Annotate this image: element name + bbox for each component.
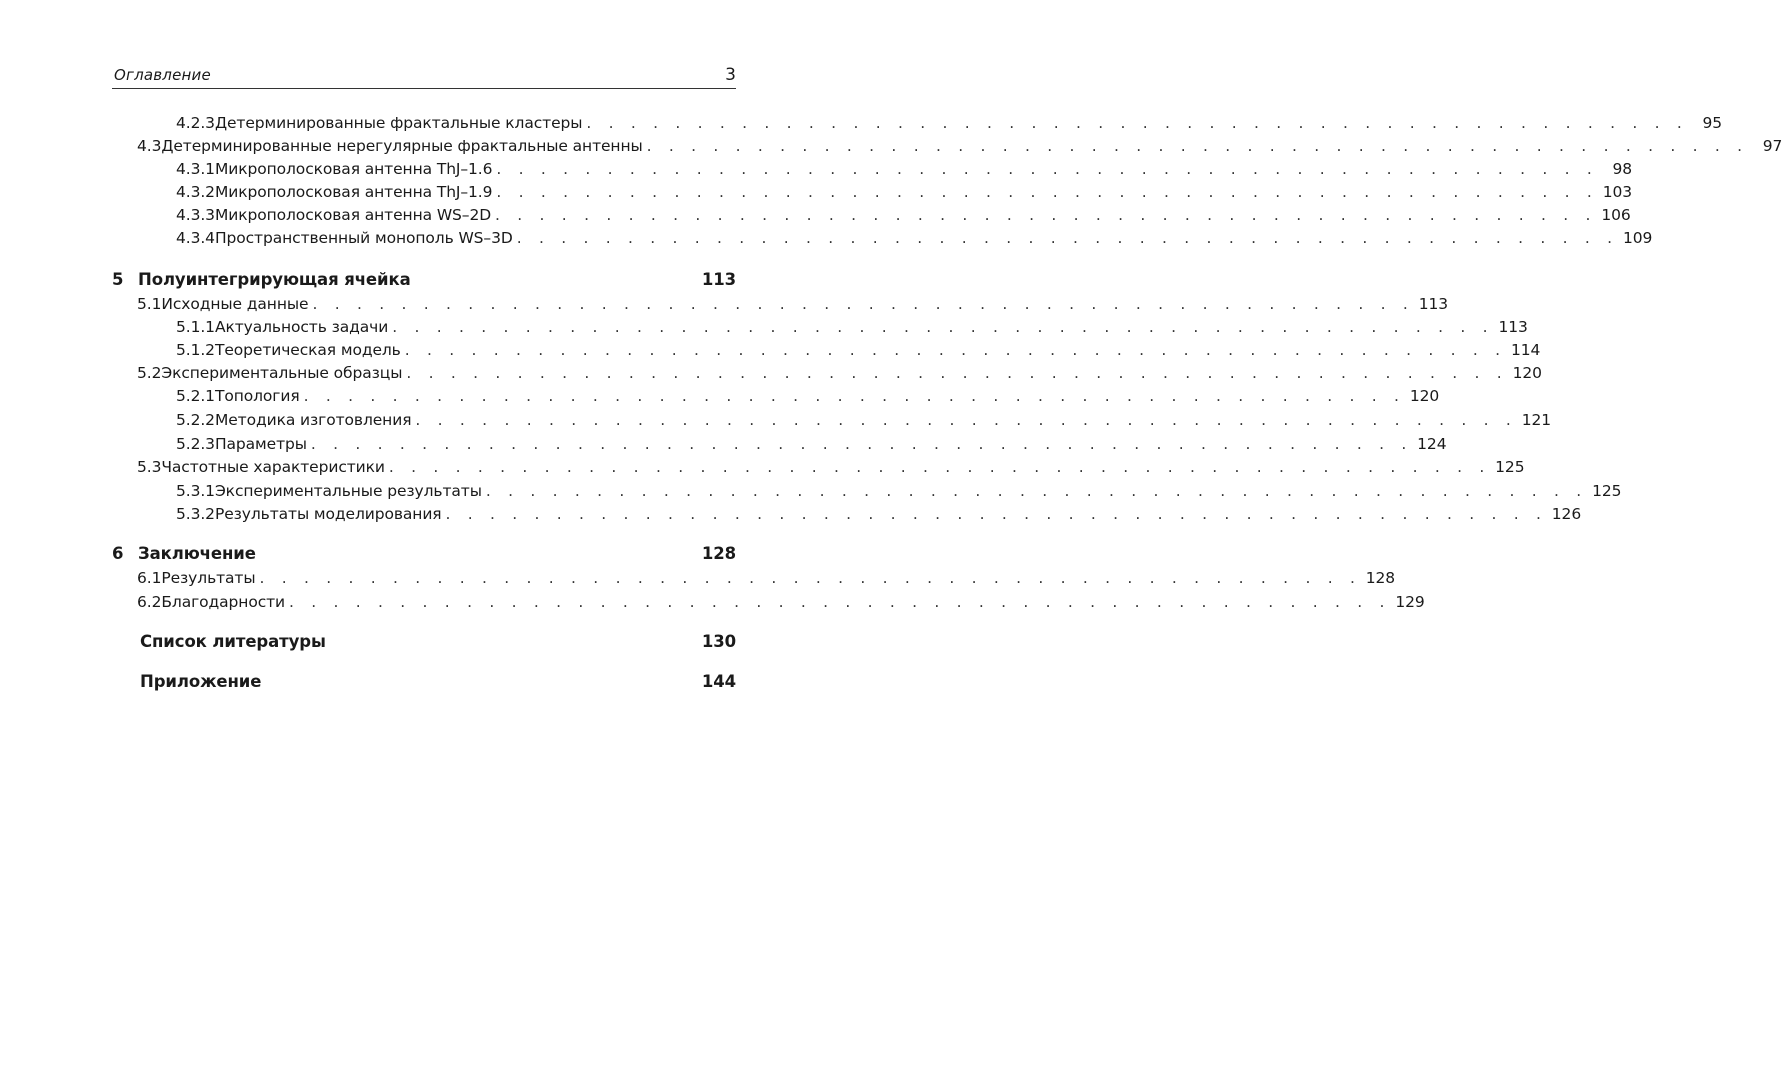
- toc-entry[interactable]: [176, 160, 1632, 182]
- toc-entry-title: Микрополосковая антенна ThJ–1.9: [214, 183, 493, 201]
- toc-entry[interactable]: [176, 341, 1541, 363]
- toc-entry[interactable]: [137, 137, 1782, 159]
- toc-entry-page: 106: [1601, 206, 1631, 224]
- toc-entry-number: 6.1: [137, 569, 162, 587]
- toc-entry-title: Методика изготовления: [214, 411, 412, 429]
- toc-leader-dots: . . . . . . . . . . . . . . . . . . . . . . . . . . . . . . . . . . . . . . . . . . . . . . . . . .: [485, 482, 1588, 500]
- toc-bibliography[interactable]: [140, 632, 736, 654]
- toc-entry-title: Теоретическая модель: [214, 341, 401, 359]
- toc-leader-dots: . . . . . . . . . . . . . . . . . . . . . . . . . . . . . . . . . . . . . . . . . . . . . . . . . .: [392, 318, 1494, 336]
- toc-entry[interactable]: [176, 206, 1631, 228]
- toc-entry-number: 5.3.2: [176, 505, 215, 523]
- toc-entry-page: 97: [1762, 137, 1782, 155]
- toc-entry-title: Топология: [214, 387, 300, 405]
- toc-entry[interactable]: [176, 183, 1632, 205]
- toc-entry-title: Детерминированные фрактальные кластеры: [214, 114, 583, 132]
- toc-entry-number: 6.2: [137, 593, 162, 611]
- toc-chapter[interactable]: [112, 270, 736, 292]
- toc-entry-title: Благодарности: [161, 593, 286, 611]
- toc-entry-page: 126: [1551, 505, 1582, 523]
- toc-entry[interactable]: [176, 318, 1528, 340]
- toc-entry-title: Актуальность задачи: [214, 318, 389, 336]
- toc-entry-page: 103: [1602, 183, 1632, 201]
- toc-entry-number: 5.3.1: [176, 482, 215, 500]
- toc-leader-dots: . . . . . . . . . . . . . . . . . . . . . . . . . . . . . . . . . . . . . . . . . . . . . . . . . .: [516, 229, 1619, 247]
- toc-entry-title: Результаты моделирования: [214, 505, 442, 523]
- header-page-number: 3: [725, 65, 736, 85]
- toc-leader-dots: . . . . . . . . . . . . . . . . . . . . . . . . . . . . . . . . . . . . . . . . . . . . . . . . . .: [312, 295, 1415, 313]
- toc-entry-number: 4.3.2: [176, 183, 215, 201]
- toc-entry[interactable]: [176, 229, 1653, 251]
- toc-bibliography-title: Список литературы: [140, 632, 326, 651]
- toc-entry-page: 121: [1521, 411, 1551, 429]
- toc-leader-dots: . . . . . . . . . . . . . . . . . . . . . . . . . . . . . . . . . . . . . . . . . . . . . . . . . .: [388, 458, 1491, 476]
- toc-entry-number: 4.2.3: [176, 114, 215, 132]
- toc-chapter-title: Заключение: [138, 544, 256, 563]
- toc-bibliography-page: 130: [701, 632, 736, 651]
- toc-entry-number: 5.2.1: [176, 387, 215, 405]
- toc-entry-title: Параметры: [214, 435, 307, 453]
- toc-appendix-page: 144: [701, 672, 736, 691]
- toc-entry-number: 4.3.1: [176, 160, 215, 178]
- toc-entry[interactable]: [176, 435, 1447, 457]
- toc-entry-page: 124: [1417, 435, 1447, 453]
- toc-entry-title: Микрополосковая антенна ThJ–1.6: [214, 160, 493, 178]
- toc-chapter-title: Полуинтегрирующая ячейка: [138, 270, 411, 289]
- toc-entry-title: Микрополосковая антенна WS–2D: [214, 206, 492, 224]
- toc-entry-number: 4.3.4: [176, 229, 215, 247]
- toc-appendix[interactable]: [140, 672, 736, 694]
- toc-entry-page: 113: [1498, 318, 1528, 336]
- toc-entry[interactable]: [176, 411, 1551, 433]
- toc-entry[interactable]: [137, 364, 1542, 386]
- toc-entry-page: 95: [1702, 114, 1722, 132]
- toc-leader-dots: . . . . . . . . . . . . . . . . . . . . . . . . . . . . . . . . . . . . . . . . . . . . . . . . . .: [406, 364, 1508, 382]
- toc-entry[interactable]: [176, 387, 1440, 409]
- toc-leader-dots: . . . . . . . . . . . . . . . . . . . . . . . . . . . . . . . . . . . . . . . . . . . . . . . . . .: [586, 114, 1688, 132]
- toc-leader-dots: . . . . . . . . . . . . . . . . . . . . . . . . . . . . . . . . . . . . . . . . . . . . . . . . . .: [310, 435, 1413, 453]
- toc-leader-dots: . . . . . . . . . . . . . . . . . . . . . . . . . . . . . . . . . . . . . . . . . . . . . . . . . .: [415, 411, 1517, 429]
- toc-entry[interactable]: [137, 569, 1396, 591]
- toc-leader-dots: . . . . . . . . . . . . . . . . . . . . . . . . . . . . . . . . . . . . . . . . . . . . . . . . . .: [289, 593, 1391, 611]
- toc-entry-page: 129: [1395, 593, 1425, 611]
- toc-entry-title: Результаты: [161, 569, 256, 587]
- toc-entry[interactable]: [137, 593, 1425, 615]
- toc-leader-dots: . . . . . . . . . . . . . . . . . . . . . . . . . . . . . . . . . . . . . . . . . . . . . . . . . .: [303, 387, 1406, 405]
- toc-entry-title: Исходные данные: [161, 295, 309, 313]
- toc-appendix-title: Приложение: [140, 672, 262, 691]
- toc-entry[interactable]: [176, 114, 1722, 136]
- toc-entry-page: 120: [1409, 387, 1440, 405]
- toc-chapter-number: 6: [112, 544, 124, 563]
- toc-leader-dots: . . . . . . . . . . . . . . . . . . . . . . . . . . . . . . . . . . . . . . . . . . . . . . . . . .: [496, 183, 1598, 201]
- toc-leader-dots: . . . . . . . . . . . . . . . . . . . . . . . . . . . . . . . . . . . . . . . . . . . . . . . . . .: [259, 569, 1362, 587]
- toc-leader-dots: . . . . . . . . . . . . . . . . . . . . . . . . . . . . . . . . . . . . . . . . . . . . . . . . . .: [445, 505, 1548, 523]
- toc-entry-number: 5.2: [137, 364, 162, 382]
- toc-leader-dots: . . . . . . . . . . . . . . . . . . . . . . . . . . . . . . . . . . . . . . . . . . . . . . . . . .: [646, 137, 1749, 155]
- toc-entry-title: Пространственный монополь WS–3D: [214, 229, 513, 247]
- toc-entry[interactable]: [137, 295, 1449, 317]
- toc-entry-number: 5.1: [137, 295, 162, 313]
- toc-entry-number: 5.3: [137, 458, 162, 476]
- toc-entry-page: 128: [1365, 569, 1396, 587]
- toc-chapter-page: 113: [701, 270, 736, 289]
- toc-entry[interactable]: [176, 505, 1582, 527]
- toc-leader-dots: . . . . . . . . . . . . . . . . . . . . . . . . . . . . . . . . . . . . . . . . . . . . . . . . . .: [495, 206, 1597, 224]
- toc-entry[interactable]: [137, 458, 1525, 480]
- toc-leader-dots: . . . . . . . . . . . . . . . . . . . . . . . . . . . . . . . . . . . . . . . . . . . . . . . . . .: [404, 341, 1507, 359]
- header-title: Оглавление: [114, 66, 211, 84]
- toc-entry-page: 125: [1495, 458, 1525, 476]
- toc-entry[interactable]: [176, 482, 1622, 504]
- toc-entry-number: 4.3.3: [176, 206, 215, 224]
- toc-entry-title: Детерминированные нерегулярные фрактальные антенны: [161, 137, 643, 155]
- toc-entry-number: 5.2.3: [176, 435, 215, 453]
- toc-entry-number: 5.2.2: [176, 411, 215, 429]
- toc-entry-page: 109: [1622, 229, 1653, 247]
- toc-entry-title: Экспериментальные образцы: [161, 364, 403, 382]
- toc-entry-number: 5.1.2: [176, 341, 215, 359]
- toc-entry-page: 98: [1612, 160, 1632, 178]
- toc-entry-page: 125: [1592, 482, 1622, 500]
- toc-chapter[interactable]: [112, 544, 736, 566]
- toc-entry-number: 5.1.1: [176, 318, 215, 336]
- toc-entry-number: 4.3: [137, 137, 162, 155]
- toc-chapter-page: 128: [701, 544, 736, 563]
- toc-entry-title: Частотные характеристики: [161, 458, 385, 476]
- toc-entry-page: 120: [1512, 364, 1542, 382]
- toc-entry-page: 113: [1418, 295, 1449, 313]
- toc-entry-page: 114: [1511, 341, 1541, 359]
- toc-chapter-number: 5: [112, 270, 124, 289]
- toc-entry-title: Экспериментальные результаты: [214, 482, 482, 500]
- toc-leader-dots: . . . . . . . . . . . . . . . . . . . . . . . . . . . . . . . . . . . . . . . . . . . . . . . . . .: [496, 160, 1598, 178]
